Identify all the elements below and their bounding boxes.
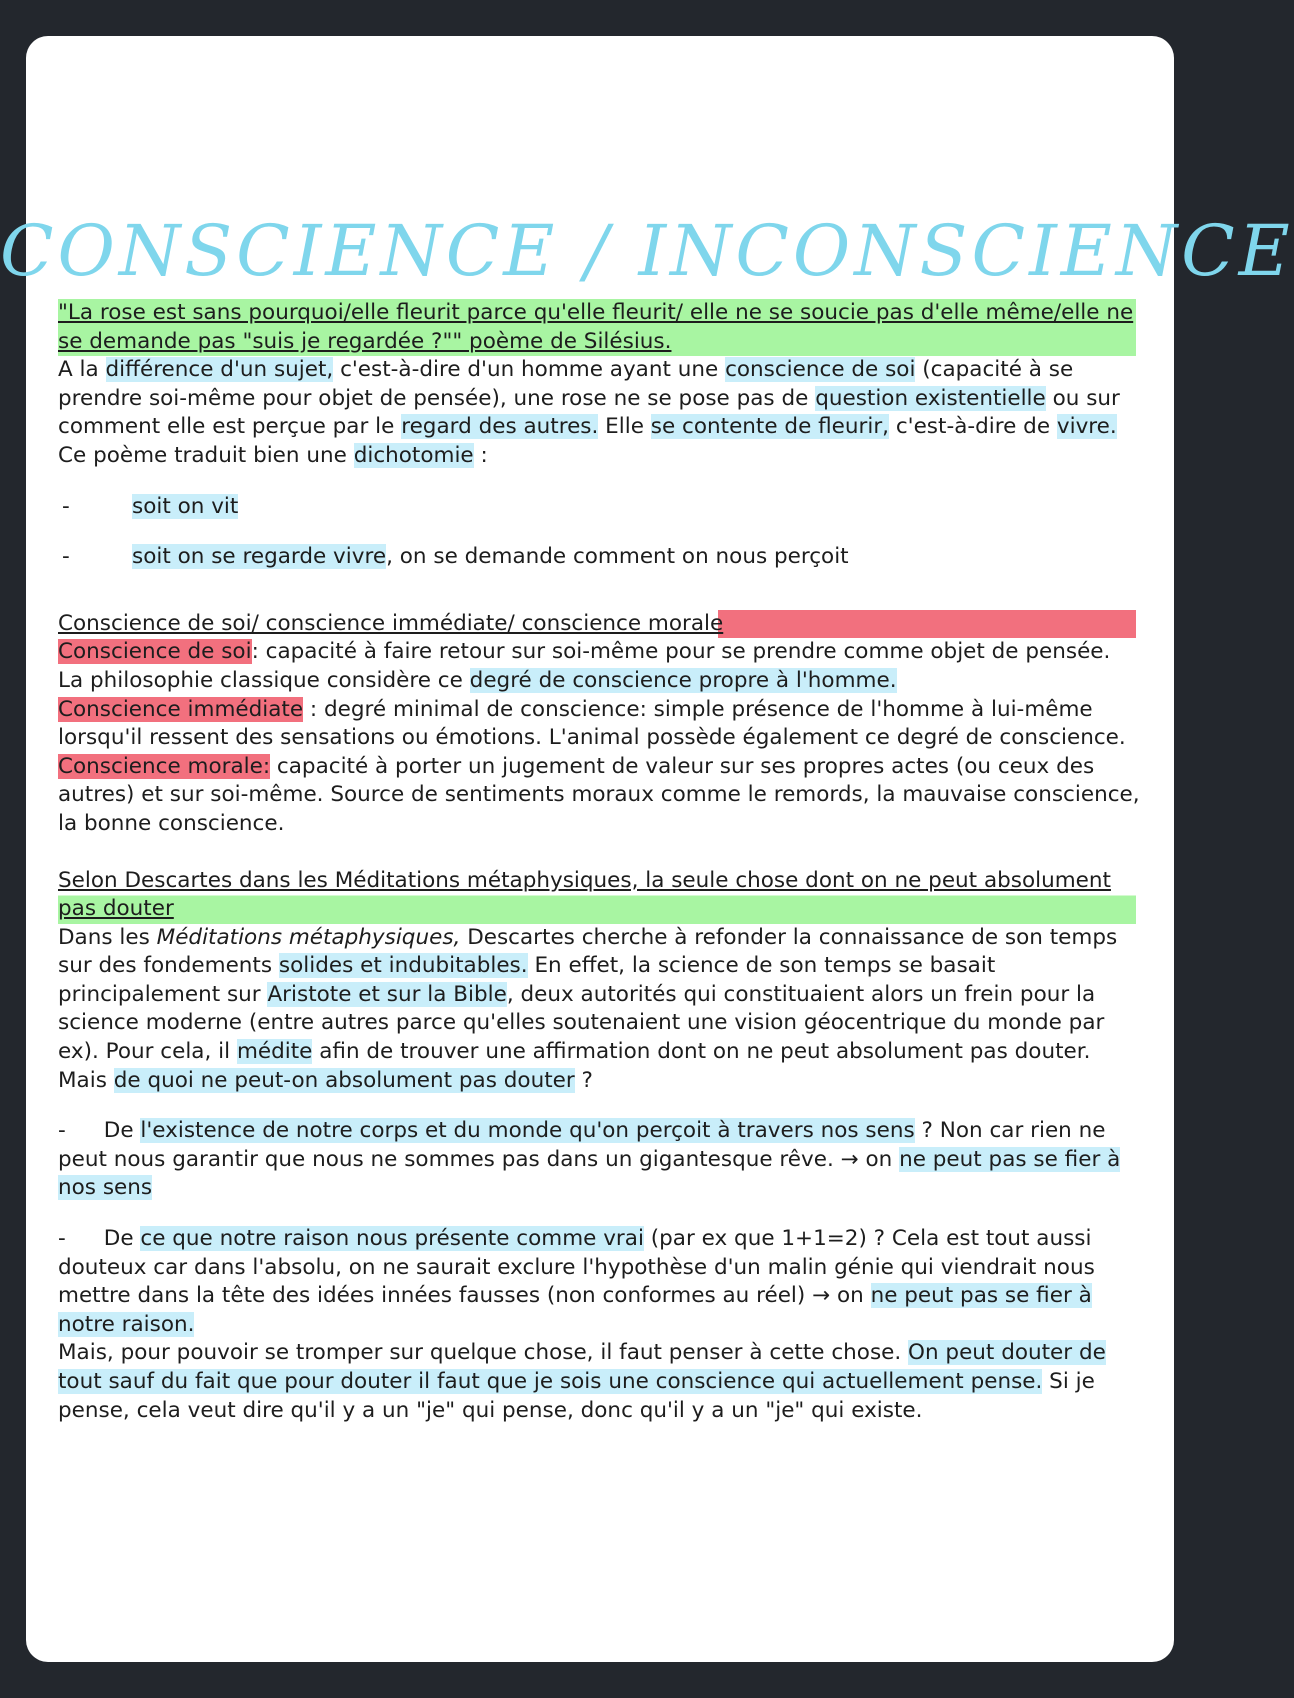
document-page [0, 36, 1294, 1662]
text: Si je pense, cela veut dire qu'il y a un "je" qui pense, donc qu'il y a un "je" qui existe. [58, 1369, 1095, 1423]
heading-text: Conscience de soi/ conscience immédiate/ conscience morale [58, 610, 724, 636]
paragraph-conclusion [58, 1339, 1142, 1425]
paragraph-question [58, 1067, 1142, 1096]
text: (par ex que 1+1=2) ? Cela est tout aussi douteux car dans l'absolu, on ne saurait exclure l'hypothèse d'un malin génie qui viendrait nous mettre dans la tête des idées innées fausses (non conformes au réel) → on [58, 1226, 1095, 1309]
highlight: question existentielle [815, 385, 1046, 411]
bullet-dash: - [58, 1118, 66, 1144]
list-item [58, 1117, 1142, 1203]
highlight: ce que notre raison nous présente comme vrai [140, 1226, 644, 1252]
highlight: On peut douter de tout sauf du fait que pour douter il faut que je sois une conscience qui actuellement pense. [58, 1340, 1106, 1394]
highlight: Aristote et sur la Bible [267, 981, 507, 1007]
text: ? [574, 1067, 593, 1093]
paragraph-rose [58, 356, 1142, 442]
highlight: solides et indubitables. [278, 953, 528, 979]
paragraph-dichotomie [58, 442, 1142, 471]
text: Ce poème traduit bien une [58, 442, 354, 468]
text: (capacité à se prendre soi-même pour objet de pensée), une rose ne se pose pas de [58, 357, 1074, 411]
highlight: de quoi ne peut-on absolument pas douter [113, 1067, 575, 1093]
text: ? Non car rien ne peut nous garantir que nous ne sommes pas dans un gigantesque rêve. → on [58, 1118, 1106, 1172]
definition-conscience-morale [58, 753, 1142, 839]
heading-text: Selon Descartes dans les Méditations métaphysiques, la seule chose dont on ne peut absolument pas douter [58, 867, 1111, 922]
emphasis: Méditations métaphysiques, [156, 924, 461, 950]
text: Dans les [58, 924, 157, 950]
text: capacité à porter un jugement de valeur sur ses propres actes (ou ceux des autres) et sur soi-même. Source de sentiments moraux comme le remords, la mauvaise conscience, la bonne conscience. [58, 753, 1140, 836]
highlight: l'existence de notre corps et du monde qu'on perçoit à travers nos sens [140, 1118, 915, 1144]
list-item [58, 543, 1142, 572]
text: Mais [58, 1067, 114, 1093]
highlight: dichotomie [353, 442, 474, 468]
text: c'est-à-dire de [889, 414, 1057, 440]
paragraph-descartes [58, 924, 1142, 1067]
text: : [473, 442, 488, 468]
highlight: différence d'un sujet, [105, 357, 334, 383]
text: , deux autorités qui constituaient alors un frein pour la science moderne (entre autres parce qu'elles soutenaient une vision géocentrique du monde par ex). Pour cela, il [58, 981, 1105, 1065]
term-highlight: Conscience de soi [58, 639, 252, 665]
text: A la [58, 357, 106, 383]
highlight: ne peut pas se fier à nos sens [58, 1146, 1121, 1201]
bullet-dash: - [62, 544, 70, 570]
list-item [58, 493, 1142, 522]
highlight: degré de conscience propre à l'homme. [469, 667, 897, 693]
highlight: ne peut pas se fier à notre raison. [58, 1283, 1092, 1337]
section-heading-consciences [58, 610, 1136, 639]
definition-conscience-immediate [58, 696, 1142, 753]
highlight: conscience de soi [725, 357, 916, 383]
section-heading-descartes [58, 867, 1136, 924]
highlight: regard des autres. [401, 414, 599, 440]
text: , on se demande comment on nous perçoit [386, 544, 849, 570]
term-highlight: Conscience immédiate [58, 696, 304, 722]
text: afin de trouver une affirmation dont on ne peut absolument pas douter. [312, 1039, 1091, 1065]
text: De [103, 1118, 141, 1144]
text: Elle [598, 414, 651, 440]
highlight: se contente de fleurir, [650, 414, 890, 440]
highlight: vivre. [1056, 414, 1117, 440]
term-highlight: Conscience morale: [58, 753, 271, 779]
text: De [103, 1226, 141, 1252]
bullet-dash: - [62, 493, 70, 519]
text: c'est-à-dire d'un homme ayant une [333, 357, 726, 383]
text: ou sur comment elle est perçue par le [58, 385, 1120, 440]
highlight: médite [236, 1039, 313, 1065]
text: : degré minimal de conscience: simple présence de l'homme à lui-même lorsqu'il ressent des sensations ou émotions. L'animal possède également ce degré de conscience. [58, 696, 1126, 751]
document-body [58, 299, 1142, 1425]
text: Mais, pour pouvoir se tromper sur quelque chose, il faut penser à cette chose. [58, 1340, 909, 1366]
definition-conscience-de-soi [58, 638, 1142, 695]
list-item [58, 1225, 1142, 1339]
text: : capacité à faire retour sur soi-même pour se prendre comme objet de pensée. La philosophie classique considère ce [58, 639, 1111, 693]
text: En effet, la science de son temps se basait principalement sur [58, 953, 996, 1007]
text: Descartes cherche à refonder la connaissance de son temps sur des fondements [58, 924, 1118, 979]
highlight: soit on vit [132, 493, 239, 519]
highlight: soit on se regarde vivre [132, 544, 387, 570]
quote-heading: "La rose est sans pourquoi/elle fleurit parce qu'elle fleurit/ elle ne se soucie pas d'elle même/elle ne se demande pas "suis je regardée ?"" poème de Silésius. [58, 299, 1136, 356]
bullet-dash: - [58, 1226, 66, 1252]
page-title: CONSCIENCE / INCONSCIENCE [0, 210, 1294, 292]
